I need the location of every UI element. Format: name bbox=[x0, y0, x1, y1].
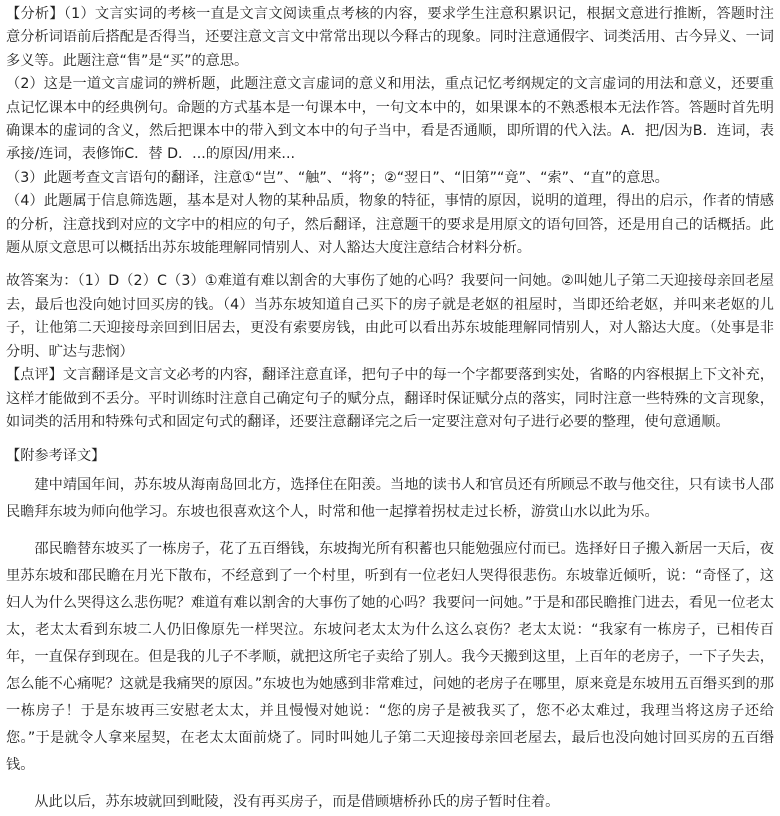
answer-text: 故答案为：（1）D（2）C（3）①难道有难以割舍的大事伤了她的心吗？我要问一问她。②叫她儿子第二天迎接母亲回老屋去，最后也没向她讨回买房的钱。（4）当苏东坡知道自己买下的房子就是老妪的祖屋时，当即还给老妪，并叫来老妪的儿子，让他第二天迎接母亲回到旧居去，更没有索要房钱，由此可以看出苏东坡能理解同情别人，对人豁达大度。（处事是非分明、旷达与悲悯） bbox=[6, 273, 774, 360]
reference-paragraph-2: 邵民瞻替东坡买了一栋房子，花了五百缗钱，东坡掏光所有积蓄也只能勉强应付而已。选择好日子搬入新居一天后，夜里苏东坡和邵民瞻在月光下散布，不经意到了一个村里，听到有一位老妇人哭得很悲伤。东坡靠近倾听，说：“奇怪了，这妇人为什么哭得这么悲伤呢？难道有难以割舍的大事伤了她的心吗？我要问一问她。”于是和邵民瞻推门进去，看见一位老太太，老太太看到东坡二人仍旧像原先一样哭泣。东坡问老太太为什么这么哀伤？老太太说：“我家有一栋房子，已相传百年，一直保存到现在。但是我的儿子不孝顺，就把这所宅子卖给了别人。我今天搬到这里，上百年的老房子，一下子失去，怎么能不心痛呢？这就是我痛哭的原因。”东坡也为她感到非常难过，问她的老房子在哪里，原来竟是东坡用五百缗买到的那一栋房子！于是东坡再三安慰老太太，并且慢慢对她说：“您的房子是被我买了，您不必太难过，我理当将这房子还给您。”于是就令人拿来屋契，在老太太面前烧了。同时叫她儿子第二天迎接母亲回老屋去，最后也没向她讨回买房的五百缗钱。 bbox=[6, 541, 774, 774]
answer-section bbox=[6, 270, 774, 364]
reference-paragraph-1: 建中靖国年间，苏东坡从海南岛回北方，选择住在阳羡。当地的读书人和官员还有所顾忌不敢与他交往，只有读书人邵民瞻拜东坡为师向他学习。东坡也很喜欢这个人，时常和他一起撑着拐杖走过长桥，游赏山水以此为乐。 bbox=[6, 477, 774, 521]
analysis-part-3: （3）此题考查文言语句的翻译，注意①“岂”、“触”、“将”；②“翌日”、“旧第”“竟”、“索”、“直”的意思。 bbox=[6, 169, 669, 186]
analysis-part-1: 【分析】（1）文言实词的考核一直是文言文阅读重点考核的内容，要求学生注意积累识记，根据文意进行推断，答题时注意分析词语前后搭配是否得当，还要注意文言文中常常出现以今释古的现象。同时注意通假字、词类活用、古今异义、一词多义等。此题注意“售”是“买”的意思。 bbox=[6, 6, 774, 69]
reference-paragraph-3: 从此以后，苏东坡就回到毗陵，没有再买房子，而是借顾塘桥孙氏的房子暂时住着。 bbox=[34, 794, 560, 811]
analysis-section bbox=[6, 3, 774, 260]
comment-text: 【点评】文言翻译是文言文必考的内容，翻译注意直译，把句子中的每一个字都要落到实处，省略的内容根据上下文补充，这样才能做到不丢分。平时训练时注意自己确定句子的赋分点，翻译时保证赋分点的落实，同时注意一些特殊的文言现象，如词类的活用和特殊句式和固定句式的翻译，还要注意翻译完之后一定要注意对句子进行必要的整理，使句意通顺。 bbox=[6, 367, 774, 430]
reference-heading: 【附参考译文】 bbox=[6, 448, 106, 465]
analysis-part-4: （4）此题属于信息筛选题，基本是对人物的某种品质，物象的特征，事情的原因，说明的道理，得出的启示，作者的情感的分析，注意找到对应的文字中的相应的句子，然后翻译，注意题干的要求是用原文的语句回答，还是用自己的话概括。此题从原文意思可以概括出苏东坡能理解同情别人、对人豁达大度注意结合材料分析。 bbox=[6, 193, 774, 257]
reference-translation-section bbox=[6, 444, 774, 816]
comment-section bbox=[6, 364, 774, 434]
analysis-part-2: （2）这是一道文言虚词的辨析题，此题注意文言虚词的意义和用法，重点记忆考纲规定的文言虚词的用法和意义，还要重点记忆课本中的经典例句。命题的方式基本是一句课本中，一句文本中的，如果课本的不熟悉根本无法作答。答题时首先明确课本的虚词的含义，然后把课本中的带入到文本中的句子当中，看是否通顺，即所谓的代入法。A．把/因为B．连词，表承接/连词，表修饰C．替 D．...的原因/用来... bbox=[6, 76, 774, 163]
